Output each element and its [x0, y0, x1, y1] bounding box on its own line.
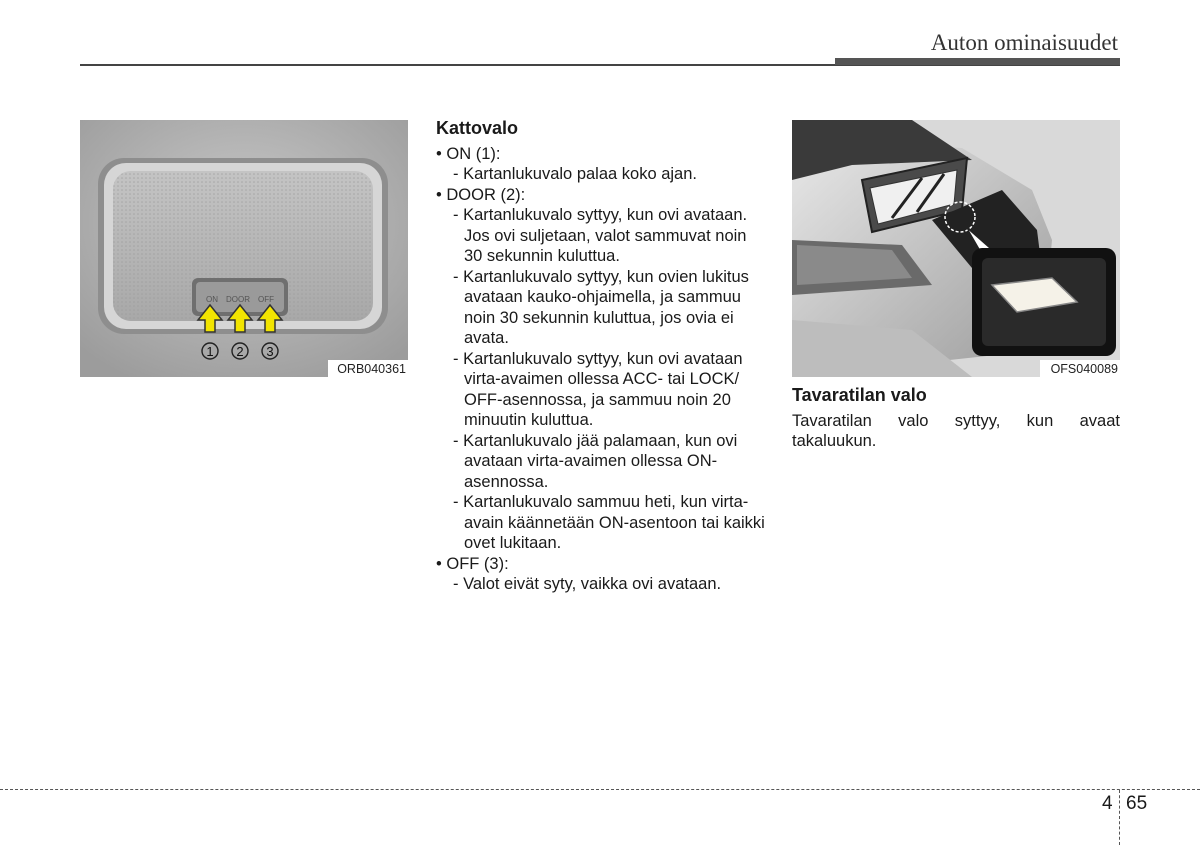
list-subitem: - Kartanlukuvalo syttyy, kun ovi avataan. Jos ovi suljetaan, valot sammuvat noin 30 sekunnin kuluttua. [453, 206, 748, 265]
list-subitem: - Kartanlukuvalo jää palamaan, kun ovi avataan virta-avaimen ollessa ON-asennossa. [453, 431, 738, 491]
list-item: • ON (1): [436, 144, 501, 163]
dome-light-figure [80, 120, 408, 377]
list-subitem: - Valot eivät syty, vaikka ovi avataan. [453, 575, 722, 593]
body-text: Tavaratilan valo syttyy, kun avaat takaluukun. [792, 411, 1120, 450]
figure-code-1: ORB040361 [337, 362, 406, 376]
switch-label-on: ON [206, 295, 218, 304]
switch-label-off: OFF [258, 295, 274, 304]
footer-divider [1119, 790, 1120, 845]
cargo-light-illustration [792, 120, 1120, 377]
switch-label-door: DOOR [226, 295, 250, 304]
list-item: • OFF (3): [436, 554, 509, 573]
marker-1: 1 [206, 344, 214, 359]
kattovalo-section [436, 118, 766, 595]
section-heading: Tavaratilan valo [792, 385, 927, 405]
running-header-title: Auton ominaisuudet [930, 30, 1118, 55]
section-heading: Kattovalo [436, 118, 519, 138]
cargo-light-figure [792, 120, 1120, 377]
list-subitem: - Kartanlukuvalo syttyy, kun ovi avataan virta-avaimen ollessa ACC- tai LOCK/ OFF-asennossa, ja sammuu noin 20 minuutin kuluttua. [453, 349, 743, 429]
list-subitem: - Kartanlukuvalo palaa koko ajan. [453, 165, 697, 183]
marker-2: 2 [236, 344, 244, 359]
tavaratila-section [792, 385, 1120, 452]
footer-rule [0, 789, 1200, 790]
arrow-up-icon [198, 305, 282, 332]
list-item: • DOOR (2): [436, 185, 526, 204]
figure-code-2: OFS040089 [1050, 362, 1118, 376]
page-number: 65 [1126, 793, 1148, 814]
list-subitem: - Kartanlukuvalo sammuu heti, kun virta-avain käännetään ON-asentoon tai kaikki ovet lukitaan. [453, 493, 765, 552]
dome-light-illustration [80, 120, 408, 377]
chapter-number: 4 [1102, 793, 1113, 814]
marker-3: 3 [266, 344, 274, 359]
list-subitem: - Kartanlukuvalo syttyy, kun ovien lukitus avataan kauko-ohjaimella, ja sammuu noin 30 sekunnin kuluttua, jos ovia ei avata. [453, 267, 749, 347]
header-rule-accent [835, 58, 1120, 65]
